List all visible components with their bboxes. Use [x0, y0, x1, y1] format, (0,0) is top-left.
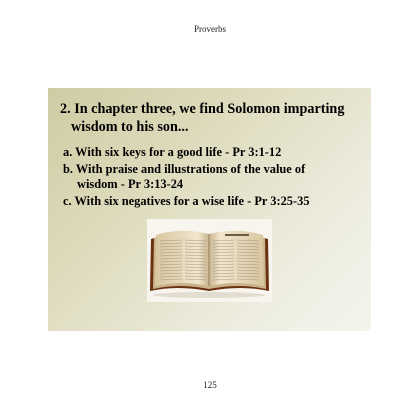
- slide-heading: [60, 100, 365, 136]
- point-c-text: c. With six negatives for a wise life - Pr 3:25-35: [63, 194, 310, 208]
- slide-heading-line-1: 2. In chapter three, we find Solomon imparting: [60, 101, 345, 117]
- page-number: 125: [203, 380, 217, 390]
- slide: [48, 88, 371, 331]
- point-b-text-line-2: wisdom - Pr 3:13-24: [77, 177, 184, 191]
- bible-page-heading: [225, 234, 249, 236]
- point-list: [63, 145, 368, 211]
- point-a-text: a. With six keys for a good life - Pr 3:1-12: [63, 145, 282, 159]
- point-a: [63, 145, 368, 160]
- open-bible-image: [147, 219, 272, 302]
- page-header-title: Proverbs: [194, 24, 226, 34]
- point-c: [63, 194, 368, 209]
- point-b-text-line-1: b. With praise and illustrations of the value of: [63, 162, 306, 176]
- point-b: [63, 162, 368, 192]
- slide-heading-line-2: wisdom to his son...: [71, 119, 189, 135]
- open-bible-icon: [147, 219, 272, 302]
